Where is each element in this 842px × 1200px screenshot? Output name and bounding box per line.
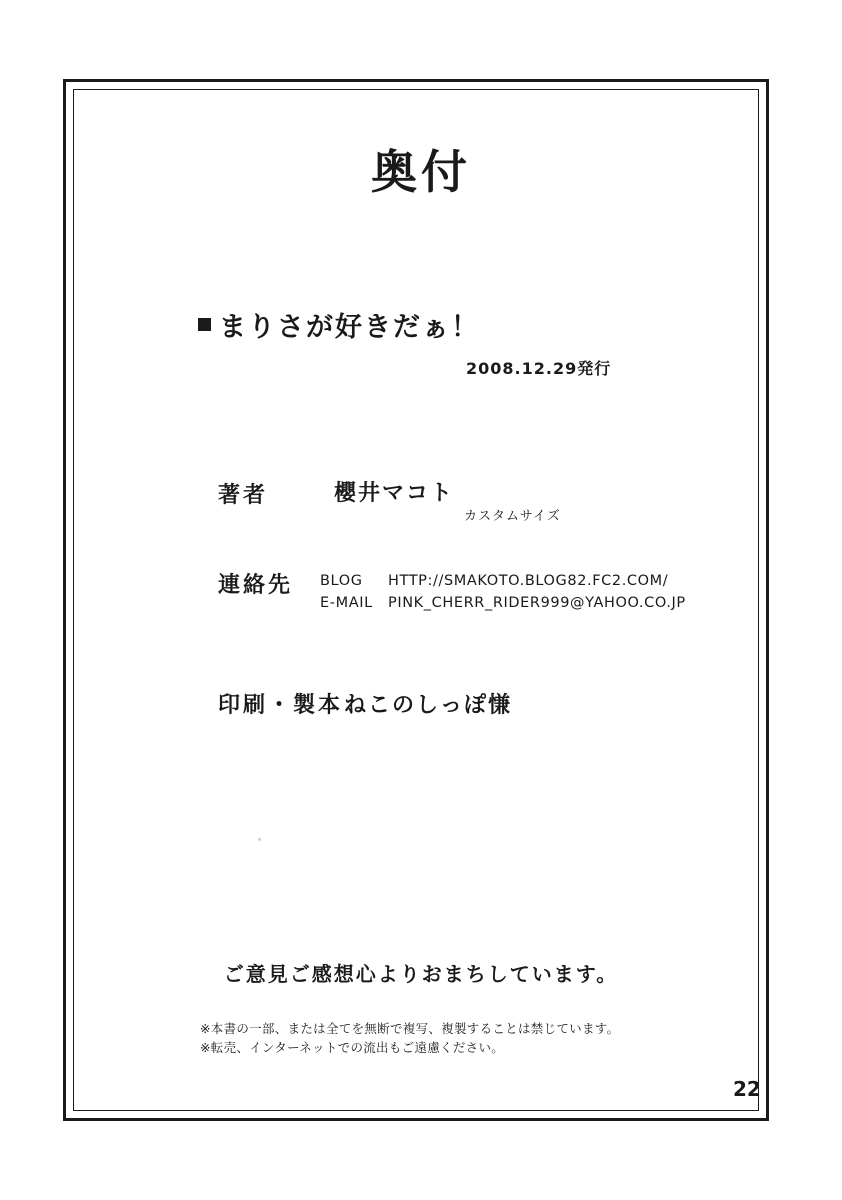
page-title: 奥付	[371, 145, 471, 199]
contact-email-address[interactable]: PINK_CHERR_RIDER999@YAHOO.CO.JP	[388, 595, 686, 611]
work-title-row	[198, 305, 480, 344]
square-bullet-icon	[198, 318, 211, 331]
printing-value: ねこのしっぽ慊	[344, 693, 513, 718]
contact-values	[320, 570, 686, 614]
contact-blog-line	[320, 570, 686, 592]
contact-email-line	[320, 592, 686, 614]
work-title: まりさが好きだぁ！	[219, 312, 480, 343]
author-note: カスタムサイズ	[464, 509, 561, 524]
contact-blog-key: BLOG	[320, 573, 363, 589]
page-number: 22	[733, 1077, 761, 1101]
page-speck	[258, 838, 261, 841]
fine-print-line-2: ※転売、インターネットでの流出もご遠慮ください。	[200, 1040, 505, 1055]
contact-label: 連絡先	[218, 573, 294, 598]
fine-print	[200, 1019, 619, 1057]
publish-date: 2008.12.29発行	[466, 359, 612, 378]
author-label: 著者	[218, 483, 269, 508]
contact-email-key: E-MAIL	[320, 595, 373, 611]
footer-message: ご意見ご感想心よりおまちしています。	[223, 962, 619, 986]
printing-label: 印刷・製本	[218, 693, 344, 718]
contact-blog-url[interactable]: HTTP://SMAKOTO.BLOG82.FC2.COM/	[388, 573, 669, 589]
fine-print-line-1: ※本書の一部、または全てを無断で複写、複製することは禁じています。	[200, 1021, 620, 1036]
author-name: 櫻井マコト	[334, 481, 455, 506]
